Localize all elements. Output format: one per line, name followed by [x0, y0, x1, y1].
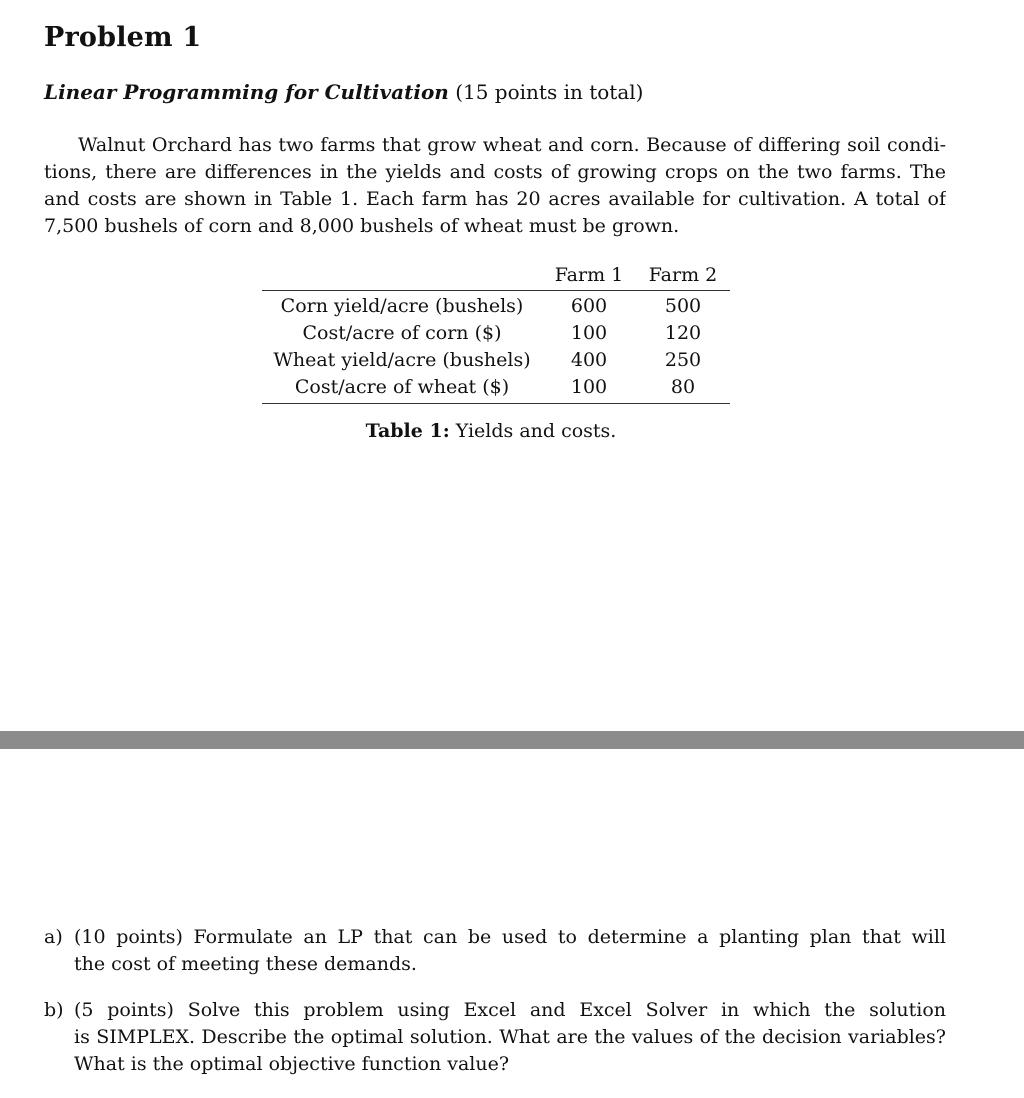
subtitle-topic: Linear Programming for Cultivation	[44, 80, 449, 104]
farm1-value: 400	[570, 349, 608, 371]
table-header-row	[262, 260, 730, 291]
part-marker: b)	[44, 999, 64, 1021]
problem-title: Problem 1	[44, 22, 202, 53]
problem-subtitle	[44, 80, 643, 104]
row-label: Wheat yield/acre (bushels)	[273, 349, 531, 371]
farm2-value: 500	[664, 295, 702, 317]
question-parts	[44, 924, 946, 1097]
question-part-a	[44, 924, 946, 978]
question-part-b	[44, 997, 946, 1078]
farm1-value: 100	[570, 376, 608, 398]
part-line: is SIMPLEX. Describe the optimal solution. What are the values of the decision variables?	[74, 1026, 946, 1048]
page-divider	[0, 731, 1024, 749]
table-row	[262, 291, 730, 321]
farm2-value: 80	[670, 376, 696, 398]
subtitle-points: (15 points in total)	[455, 80, 644, 104]
farm1-value: 100	[570, 322, 608, 344]
table-header-empty	[262, 260, 542, 291]
farm1-value: 600	[570, 295, 608, 317]
table-row	[262, 374, 730, 404]
row-label: Corn yield/acre (bushels)	[280, 295, 524, 317]
table-header-farm1: Farm 1	[554, 264, 624, 286]
intro-line: Walnut Orchard has two farms that grow wheat and corn. Because of differing soil condi-	[78, 134, 946, 156]
part-marker: a)	[44, 926, 63, 948]
row-label: Cost/acre of corn ($)	[302, 322, 502, 344]
intro-paragraph	[44, 132, 946, 240]
table-header-farm2: Farm 2	[648, 264, 718, 286]
intro-line: tions, there are differences in the yields and costs of growing crops on the two farms. The	[44, 161, 946, 183]
part-line: (5 points) Solve this problem using Excel and Excel Solver in which the solution	[74, 999, 946, 1021]
part-line: (10 points) Formulate an LP that can be used to determine a planting plan that will	[74, 926, 946, 948]
caption-text: Yields and costs.	[455, 420, 617, 442]
caption-label: Table 1:	[365, 420, 450, 442]
table-row	[262, 347, 730, 374]
table-caption	[0, 420, 982, 442]
yields-costs-table	[262, 260, 730, 404]
intro-line: 7,500 bushels of corn and 8,000 bushels of wheat must be grown.	[44, 215, 680, 237]
part-line: the cost of meeting these demands.	[74, 953, 417, 975]
intro-line: and costs are shown in Table 1. Each farm has 20 acres available for cultivation. A total of	[44, 188, 946, 210]
row-label: Cost/acre of wheat ($)	[294, 376, 510, 398]
farm2-value: 250	[664, 349, 702, 371]
part-line: What is the optimal objective function value?	[74, 1053, 510, 1075]
table-row	[262, 320, 730, 347]
farm2-value: 120	[664, 322, 702, 344]
